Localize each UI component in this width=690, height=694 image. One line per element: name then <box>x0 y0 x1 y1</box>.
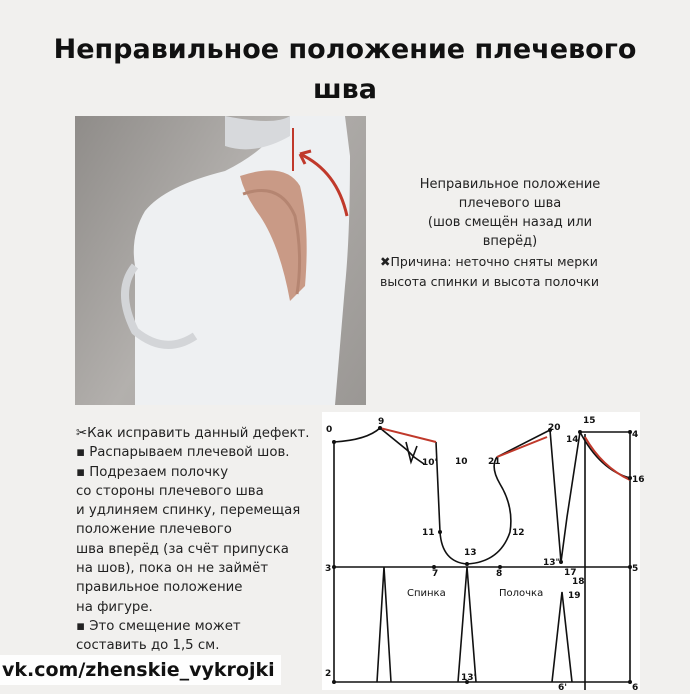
point-label: 14 <box>566 435 579 445</box>
fix-line: ▪ Подрезаем полочку <box>76 464 229 480</box>
point-label: 4 <box>632 430 639 440</box>
point-label: 19 <box>568 591 581 601</box>
point-label: 7 <box>432 569 439 579</box>
point-label: 2 <box>325 669 332 679</box>
point-label: 0 <box>326 425 333 435</box>
cross-icon: ✖ <box>380 254 391 269</box>
fix-line: ▪ Это смещение может <box>76 618 241 634</box>
fix-line: положение плечевого <box>76 522 232 538</box>
fix-instructions <box>76 424 326 656</box>
point-label: 16 <box>632 475 645 485</box>
note-line-4: вперёд) <box>482 234 538 249</box>
fix-line: шва вперёд (за счёт припуска <box>76 541 289 557</box>
fix-line: на шов), пока он не займёт <box>76 561 269 577</box>
fix-line: ▪ Распарываем плечевой шов. <box>76 445 290 461</box>
watermark: vk.com/zhenskie_vykrojki <box>0 655 281 685</box>
front-label: Полочка <box>499 588 544 599</box>
note-line-1: Неправильное положение <box>419 177 601 192</box>
point-label: 21 <box>488 457 501 467</box>
fix-line: со стороны плечевого шва <box>76 483 264 499</box>
point-label: 17 <box>564 568 577 578</box>
note-line-2: плечевого шва <box>458 196 562 211</box>
point-label: 15 <box>583 416 596 426</box>
point-label: 13" <box>543 558 561 568</box>
point-label: 10' <box>422 458 438 468</box>
point-label: 6 <box>632 683 639 693</box>
point-label: 3 <box>325 564 332 574</box>
sewing-pattern-diagram <box>322 412 645 693</box>
mannequin-photo <box>75 116 366 405</box>
point-label: 10 <box>455 457 468 467</box>
note-line-3: (шов смещён назад или <box>427 215 593 230</box>
point-label: 13' <box>461 673 477 683</box>
reason-line-2: высота спинки и высота полочки <box>380 274 599 289</box>
fix-line: составить до 1,5 см. <box>76 638 220 654</box>
point-label: 6' <box>558 683 568 693</box>
back-label: Спинка <box>407 588 446 599</box>
fix-line: на фигуре. <box>76 599 153 615</box>
point-label: 8 <box>496 569 503 579</box>
point-label: 13 <box>464 548 477 558</box>
page-title: Неправильное положение плечевого шва <box>53 34 637 105</box>
point-label: 5 <box>632 564 639 574</box>
point-label: 18 <box>572 577 585 587</box>
defect-note <box>380 175 640 291</box>
point-label: 11 <box>422 528 435 538</box>
point-label: 12 <box>512 528 525 538</box>
fix-line: правильное положение <box>76 580 243 596</box>
point-label: 9 <box>378 417 385 427</box>
fix-line: ✂Как исправить данный дефект. <box>76 426 310 441</box>
point-label: 20 <box>548 423 561 433</box>
fix-line: и удлиняем спинку, перемещая <box>76 503 301 519</box>
reason-line-1: ✖Причина: неточно сняты мерки <box>380 254 598 269</box>
